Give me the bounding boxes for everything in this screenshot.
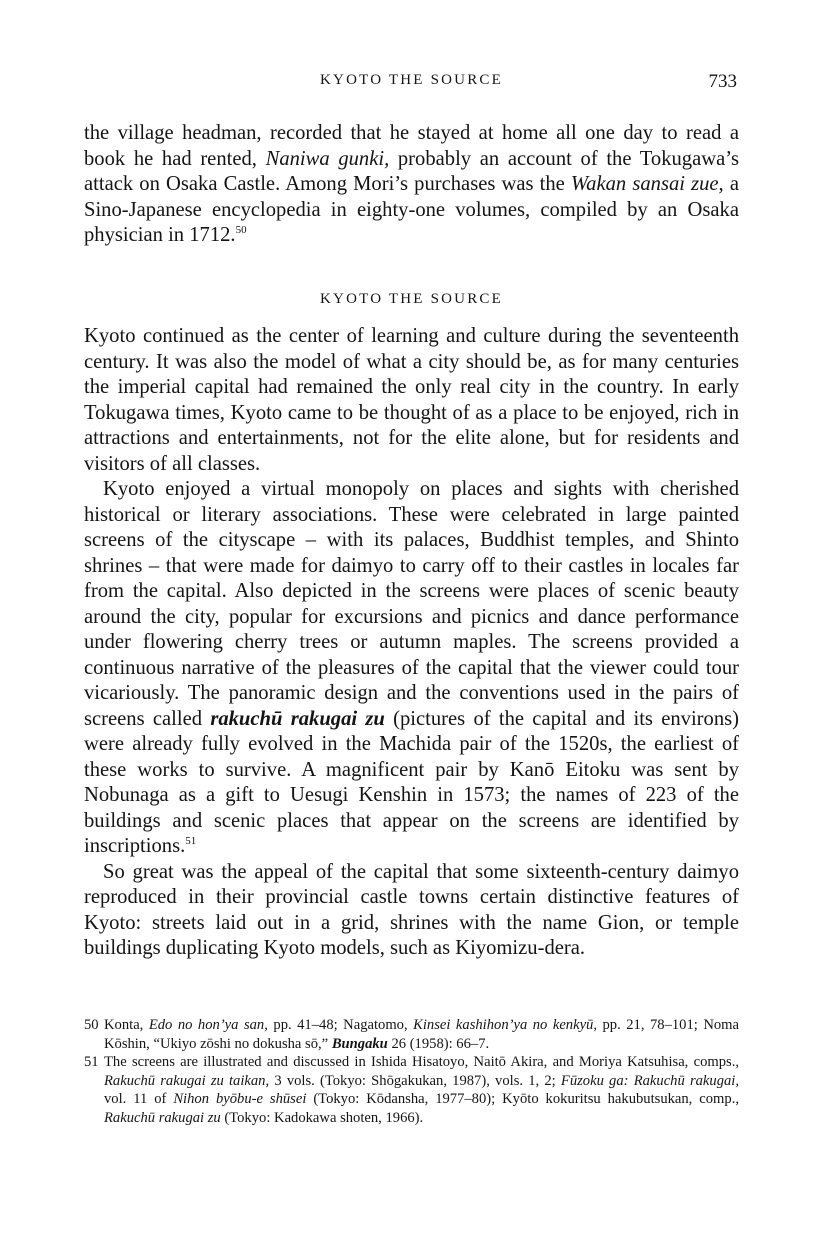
section-heading: KYOTO THE SOURCE bbox=[320, 291, 503, 307]
running-head bbox=[84, 72, 739, 96]
paragraph-text: a Sino-Japanese encyclopedia in eighty-one volumes, compiled by an Osaka physician in 1712. bbox=[84, 173, 739, 246]
paragraph-3: So great was the appeal of the capital that some sixteenth-century daimyo reproduced in their provincial castle towns certain distinctive features of Kyoto: streets laid out in a grid, shrines with the name Gion, or temple buildings duplicating Kyoto models, such as Kiyomizu-dera. bbox=[84, 860, 739, 959]
footnote-number: 51 bbox=[84, 1054, 99, 1071]
footnote-text: Konta, Edo no hon’ya san, pp. 41–48; Nagatomo, Kinsei kashihon’ya no kenkyū, pp. 21, 78–101; Noma Kōshin, “Ukiyo zōshi no dokusha sō,” Bungaku 26 (1958): 66–7. bbox=[104, 1017, 739, 1052]
paragraph-text: Kyoto enjoyed a virtual monopoly on places and sights with cherished historical or literary associations. These were celebrated in large painted screens of the cityscape – with its palaces, Buddhist temples, and Shinto shrines – that were made for daimyo to carry off to their castles in locales far from the capital. Also depicted in the screens were places of scenic beauty around the city, popular for excursions and picnics and dance performance under flowering cherry trees or autumn maples. The screens provided a continuous narrative of the pleasures of the capital that the viewer could tour vicariously. The panoramic design and the conventions used in the pairs of screens called bbox=[84, 478, 739, 730]
footnote-ref: 50 bbox=[235, 224, 247, 237]
footnote bbox=[84, 1016, 739, 1053]
continued-paragraph bbox=[84, 121, 739, 249]
book-title: Naniwa gunki, bbox=[265, 147, 390, 170]
paragraph-text: probably an account of the Tokugawa’s attack on Osaka Castle. Among Mori’s purchases was the bbox=[84, 147, 739, 195]
paragraph-1: Kyoto continued as the center of learning and culture during the seventeenth century. It was also the model of what a city should be, as for many centuries the imperial capital had remained the only real city in the country. In early Tokugawa times, Kyoto came to be thought of as a place to be enjoyed, rich in attractions and entertainments, not for the elite alone, but for residents and visitors of all classes. bbox=[84, 325, 739, 475]
running-head-title: KYOTO THE SOURCE bbox=[320, 72, 503, 88]
paragraph-2 bbox=[84, 477, 739, 860]
footnotes bbox=[84, 1016, 739, 1128]
paragraph-text: the village headman, recorded that he stayed at home all one day to read a book he had rented, bbox=[84, 122, 739, 170]
term: rakuchū rakugai zu bbox=[210, 707, 385, 730]
footnote-number: 50 bbox=[84, 1017, 99, 1033]
body-text bbox=[84, 324, 739, 962]
footnote-text: The screens are illustrated and discussed in Ishida Hisatoyo, Naitō Akira, and Moriya Katsuhisa, comps., Rakuchū rakugai zu taikan, 3 vols. (Tokyo: Shōgakukan, 1987), vols. 1, 2; Fūzoku ga: Rakuchū rakugai, vol. 11 of Nihon byōbu-e shūsei (Tokyo: Kōdansha, 1977–80); Kyōto kokuritsu hakubutsukan, comp., Rakuchū rakugai zu (Tokyo: Kadokawa shoten, 1966). bbox=[104, 1054, 739, 1126]
page-number: 733 bbox=[708, 71, 737, 92]
book-title: Wakan sansai zue, bbox=[570, 173, 724, 195]
footnote bbox=[84, 1053, 739, 1127]
footnote-ref: 51 bbox=[185, 835, 197, 848]
paragraph-text: (pictures of the capital and its environs) were already fully evolved in the Machida pair of the 1520s, the earliest of these works to survive. A magnificent pair by Kanō Eitoku was sent by Nobunaga as a gift to Uesugi Kenshin in 1573; the names of 223 of the buildings and scenic places that appear on the screens are identified by inscriptions. bbox=[84, 707, 739, 857]
